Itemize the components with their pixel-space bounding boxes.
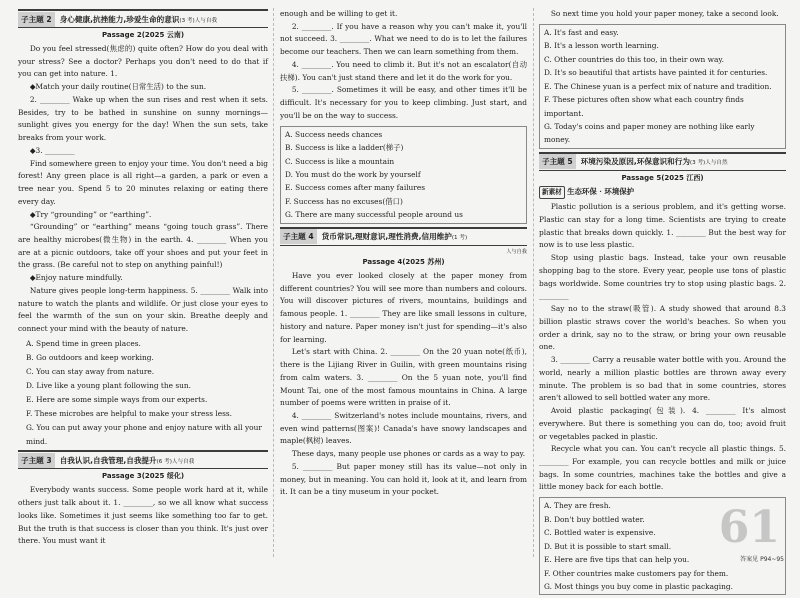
section-header — [18, 9, 268, 28]
paragraph: “Grounding” or “earthing” means “going touch grass”. There are healthy microbes(微生物) in the earth. 4. ________ When you are at a picnic outdoors, take off your shoes and put your feet in the grass. (Be careful not to step on anything painful!) — [18, 222, 268, 270]
passage-title: Passage 4(2025 苏州) — [362, 257, 445, 266]
option: F. These pictures often show what each country finds important. — [544, 95, 744, 118]
option: E. Success comes after many failures — [285, 183, 426, 193]
section-label: 子主题 3 — [18, 453, 55, 468]
column-divider — [273, 8, 274, 557]
option: C. Other countries do this too, in their own way. — [544, 54, 724, 64]
paragraph: ◆3. ________ — [29, 145, 75, 155]
option: A. Spend time in green places. — [26, 338, 141, 348]
paragraph: Recycle what you can. You can't recycle all plastic things. 5. ________ For example, you can recycle bottles and milk or juice bags. In some countries, machines take the bottles and give a little money back for each bottle. — [539, 444, 786, 492]
paragraph: enough and be willing to get it. — [280, 9, 398, 18]
paragraph: Plastic pollution is a serious problem, and it's getting worse. Plastic can stay for a long time. Scientists are trying to create plastic that breaks down quickly. 1. ________ But the best way for now is to use less plastic. — [539, 202, 786, 250]
section-label: 子主题 2 — [18, 12, 55, 27]
section-label: 子主题 4 — [280, 229, 317, 244]
option: E. The Chinese yuan is a perfect mix of nature and tradition. — [544, 81, 772, 91]
paragraph: 2. ________ Wake up when the sun rises and rest when it sets. Besides, try to be bathed in sunshine on sunny mornings—sunlight gives you energy for the day! When the sun sets, take breaks from your work. — [18, 94, 268, 143]
section-header — [539, 152, 786, 171]
option: D. Live like a young plant following the sun. — [26, 381, 192, 391]
section-title: 自我认识,自我管理,自我提升(6 考)人与自我 — [59, 455, 195, 465]
paragraph: 5. ________. Sometimes it will be easy, and other times it'll be difficult. It's necessary for you to keep climbing. Just start, and you'll be on the way to success. — [280, 85, 527, 120]
passage-title: Passage 3(2025 绥化) — [101, 472, 185, 481]
paragraph: Let's start with China. 2. ________ On the 20 yuan note(纸币), there is the Lijiang River in Guilin, with green mountains rising from calm waters. 3. ________ On the 5 yuan note, you'll find Mount Tai, one of the most famous mountains in China. A large number of poems were written in praise of it. — [280, 347, 527, 408]
option: D. You must do the work by yourself — [285, 170, 421, 180]
section-subtag: 人与自我 — [506, 248, 527, 255]
paragraph: Avoid plastic packaging(包装). 4. ________ It's almost everywhere. But there is something you can do, too; avoid fruit or vegetables packed in plastic. — [539, 406, 786, 441]
option: G. There are many successful people around us — [285, 210, 463, 220]
paragraph: 3. ________ Carry a reusable water bottle with you. Around the world, nearly a million plastic bottles are thrown away every minute. The problem is so bad that in some countries, stores aren't allowed to sell bottled water any more. — [539, 355, 786, 403]
option: E. Here are five tips that can help you. — [544, 555, 690, 565]
section-title: 身心健康,抗挫能力,珍爱生命的意识(3 考)人与自我 — [59, 14, 218, 24]
paragraph: Everybody wants success. Some people work hard at it, while others just talk about it. 1. ________, so we all know what success looks like. Sometimes it just seems like something too far to get. But the truth is that success is closer than you think. It's just over there. You must want it — [18, 485, 268, 546]
paragraph: ◆Match your daily routine(日常生活) to the sun. — [29, 82, 207, 92]
option: F. Other countries make customers pay for them. — [544, 568, 729, 578]
option: B. Don't buy bottled water. — [544, 514, 645, 524]
paragraph: 2. ________. If you have a reason why you can't make it, you'll not succeed. 3. ________. What we need to do is to let the failures become our teachers. Then we can learn something from them. — [280, 21, 527, 57]
option: D. But it is possible to start small. — [544, 541, 672, 551]
paragraph: 4. ________ Switzerland's notes include mountains, rivers, and even wind patterns(图案)! Canada's have snowy landscapes and maple(枫树) leaves. — [280, 410, 527, 446]
option: B. Go outdoors and keep working. — [26, 352, 154, 362]
paragraph: So next time you hold your paper money, take a second look. — [550, 9, 779, 18]
paragraph: ◆Try “grounding” or “earthing”. — [29, 209, 152, 219]
option: G. Most things you buy come in plastic packaging. — [544, 581, 733, 591]
new-material-tag: 新素材 — [539, 186, 565, 199]
option: A. They are fresh. — [544, 501, 611, 511]
option: A. It's fast and easy. — [544, 27, 619, 37]
option: C. Success is like a mountain — [285, 156, 395, 166]
section-header — [280, 227, 527, 246]
column-divider — [533, 8, 534, 557]
paragraph: Do you feel stressed(焦虑的) quite often? How do you deal with your stress? See a doctor? Perhaps you don't need to do that if you can get into nature. 1. — [18, 44, 268, 79]
passage-title: Passage 5(2025 江西) — [621, 173, 704, 182]
paragraph: Stop using plastic bags. Instead, take your own reusable shopping bag to the store. Every year, people use tons of plastic bags worldwide. Some countries try to stop using plastic bags. 2. ________ — [539, 253, 786, 301]
option: G. Today's coins and paper money are nothing like early money. — [544, 122, 755, 145]
section-label: 子主题 5 — [539, 154, 576, 169]
paragraph: 4. ________. You need to climb it. But it's not an escalator(自动扶梯). You can't just stand there and let it do the work for you. — [280, 59, 527, 82]
options-box — [280, 126, 527, 224]
answer-reference: 答案见 P94~95 — [740, 556, 784, 563]
options-list — [18, 337, 268, 450]
option: A. Success needs chances — [285, 129, 383, 139]
passage-title: Passage 2(2025 云南) — [101, 31, 185, 39]
paragraph: Find somewhere green to enjoy your time. You don't need a big forest! Any green place is all right—a garden, a park or even a tree near you. Spend 5 to 20 minutes relaxing or eating there every day. — [18, 158, 268, 206]
paragraph: Say no to the straw(吸管). A study showed that around 8.3 billion plastic straws cover the world's beaches. So when you order a drink, say no to the straw, or bring your own reusable one. — [539, 304, 786, 352]
option: C. You can stay away from nature. — [26, 367, 155, 377]
column-2 — [280, 8, 527, 499]
section-title: 环境污染及原因,环保意识和行为(3 考)人与自然 — [580, 157, 728, 167]
option: F. These microbes are helpful to make your stress less. — [26, 409, 233, 419]
section-header — [18, 450, 268, 469]
option: D. It's so beautiful that artists have painted it for centuries. — [544, 68, 768, 78]
paragraph: Nature gives people long-term happiness. 5. ________ Walk into nature to watch the plants and wildlife. Or just close your eyes to feel the warmth of the sun on your skin. Breathe deeply and connect your mind with the beauty of nature. — [18, 285, 268, 334]
page-number: 61 — [718, 502, 780, 553]
paragraph: ◆Enjoy nature mindfully. — [29, 273, 123, 283]
option: B. Success is like a ladder(梯子) — [285, 143, 404, 153]
option: C. Bottled water is expensive. — [544, 528, 656, 538]
option: B. It's a lesson worth learning. — [544, 41, 659, 51]
option: E. Here are some simple ways from our experts. — [26, 395, 208, 405]
option: F. Success has no excuses(借口) — [285, 196, 403, 206]
option: G. You can put away your phone and enjoy nature with all your mind. — [26, 423, 262, 447]
paragraph: These days, many people use phones or cards as a way to pay. — [291, 449, 526, 459]
material-tag-line — [539, 186, 786, 199]
options-box — [539, 24, 786, 149]
paragraph: 5. ________ But paper money still has its value—not only in money, but in meaning. You can hold it, look at it, and learn from it. It can be a tiny museum in your pocket. — [280, 461, 527, 497]
paragraph: Have you ever looked closely at the paper money from different countries? You will see more than numbers and colours. You will discover pictures of rivers, mountains, buildings and famous people. 1. ________ They are like small lessons in culture, history and nature. Paper money isn't just for spending—it's also for learning. — [280, 270, 527, 344]
section-title: 货币常识,理财意识,理性消费,信用维护(1 考) — [321, 232, 468, 242]
column-1 — [18, 8, 268, 548]
material-tag-text: 生态环保 · 环境保护 — [567, 186, 634, 196]
